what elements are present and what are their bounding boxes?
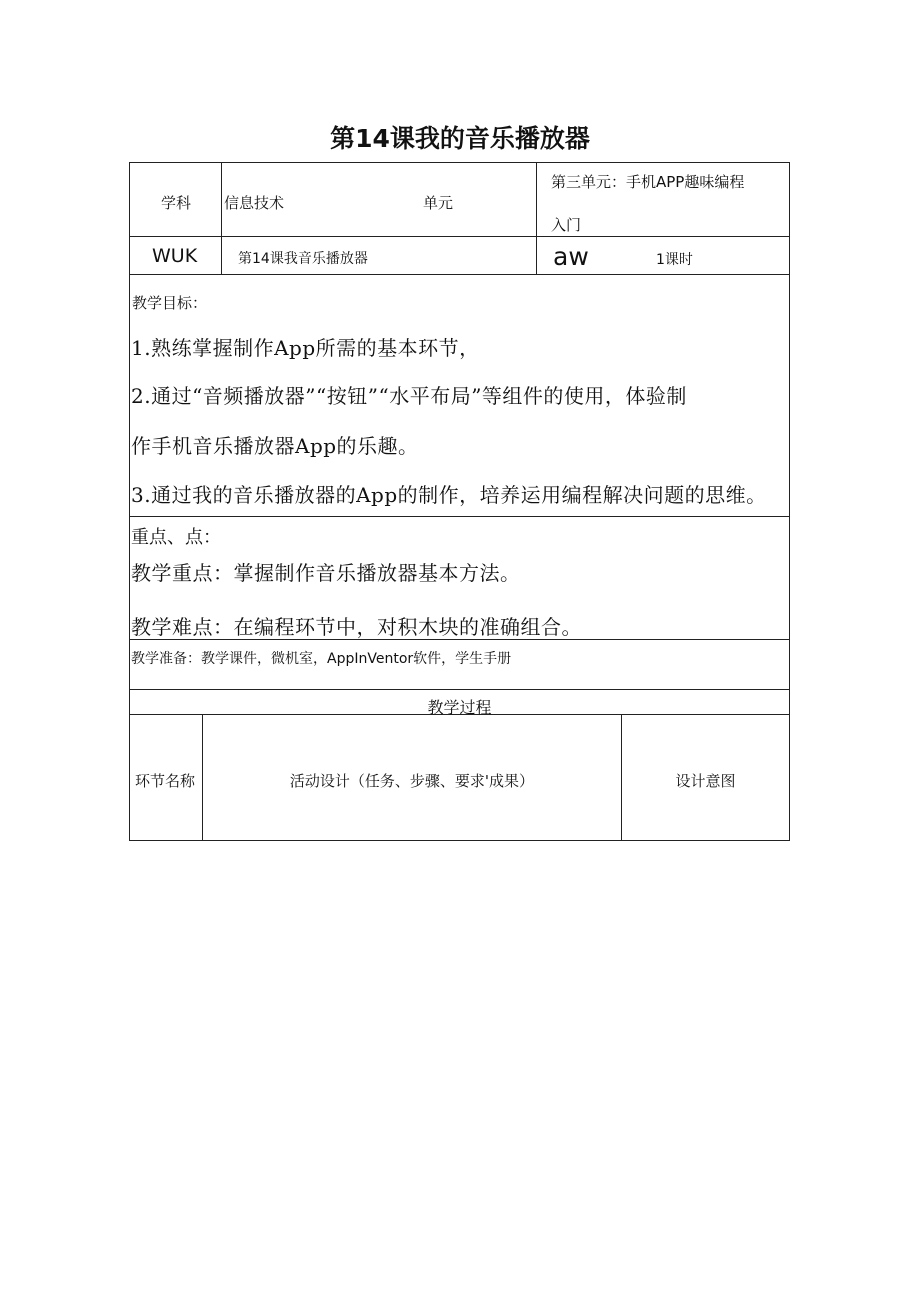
subject-value: 信息技术	[224, 194, 285, 212]
lesson-value: 第14课我音乐播放器	[238, 251, 368, 267]
subject-label: 学科	[161, 194, 192, 212]
hours-value: 1课时	[656, 252, 693, 268]
lesson-label: WUK	[152, 245, 198, 267]
column-header-activity: 活动设计（任务、步骤、要求'成果）	[289, 772, 535, 790]
objective-line: 1.熟练掌握制作App所需的基本环节，	[131, 336, 480, 360]
page-title: 第14课我的音乐播放器	[330, 124, 590, 153]
table-border-top	[129, 162, 790, 163]
objective-line: 2.通过“音频播放器”“按钮”“水平布局”等组件的使用，体验制	[131, 384, 687, 408]
table-border-right	[789, 162, 790, 841]
table-border-bottom	[129, 840, 790, 841]
column-header-stage: 环节名称	[135, 772, 196, 790]
teaching-focus: 教学重点：掌握制作音乐播放器基本方法。	[131, 561, 521, 585]
objective-line: 3.通过我的音乐播放器的App的制作，培养运用编程解决问题的思维。	[131, 483, 767, 507]
column-header-intent: 设计意图	[675, 772, 736, 790]
teaching-preparation: 教学准备：教学课件，微机室，AppInVentor软件，学生手册	[131, 651, 512, 667]
column-divider	[536, 162, 537, 275]
unit-value-line1: 第三单元：手机APP趣味编程	[551, 173, 745, 191]
process-heading: 教学过程	[427, 698, 492, 717]
column-divider	[221, 162, 222, 275]
table-divider	[129, 274, 790, 275]
table-divider	[129, 236, 790, 237]
key-points-heading: 重点、点：	[131, 527, 221, 548]
unit-label: 单元	[423, 194, 454, 212]
objectives-heading: 教学目标：	[132, 294, 208, 312]
hours-label: aw	[553, 242, 589, 271]
table-border-left	[129, 162, 130, 841]
table-divider	[129, 689, 790, 690]
table-divider	[129, 516, 790, 517]
teaching-difficulty: 教学难点：在编程环节中，对积木块的准确组合。	[131, 615, 582, 639]
lesson-plan-table	[129, 162, 790, 841]
objective-line: 作手机音乐播放器App的乐趣。	[131, 434, 419, 458]
unit-value-line2: 入门	[551, 216, 582, 234]
